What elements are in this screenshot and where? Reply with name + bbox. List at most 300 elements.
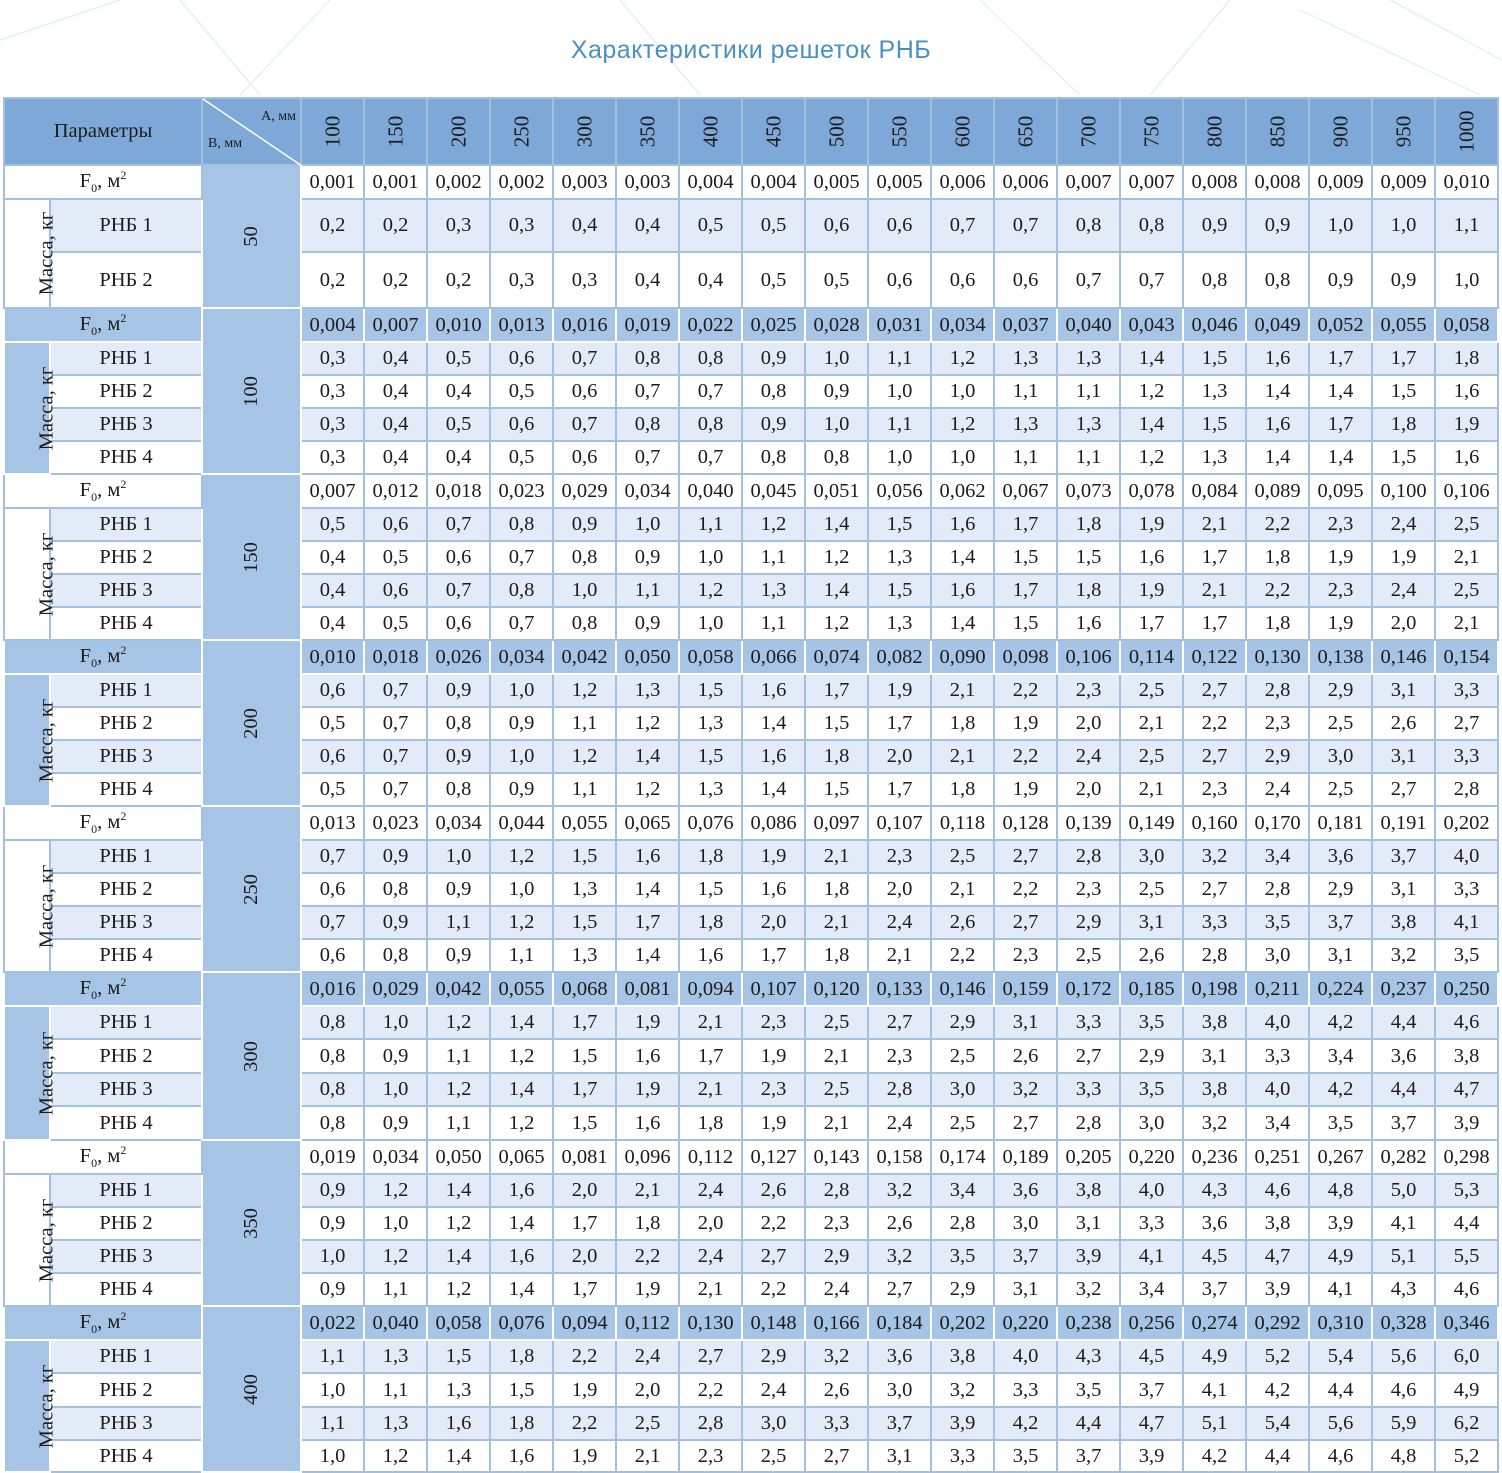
mass-value: 1,1 bbox=[364, 1273, 427, 1306]
mass-value: 1,5 bbox=[994, 541, 1057, 574]
mass-value: 1,9 bbox=[553, 1373, 616, 1407]
f0-value: 0,094 bbox=[679, 972, 742, 1006]
mass-value: 1,2 bbox=[805, 541, 868, 574]
mass-value: 0,6 bbox=[427, 541, 490, 574]
mass-value: 2,5 bbox=[931, 1106, 994, 1140]
mass-value: 0,9 bbox=[490, 773, 553, 806]
mass-value: 3,0 bbox=[868, 1373, 931, 1407]
mass-value: 2,6 bbox=[931, 906, 994, 939]
b-value-cell bbox=[202, 806, 301, 972]
mass-value: 3,6 bbox=[868, 1340, 931, 1373]
mass-value: 4,7 bbox=[1246, 1240, 1309, 1273]
mass-value: 3,0 bbox=[742, 1407, 805, 1440]
mass-value: 2,7 bbox=[868, 1006, 931, 1039]
f0-value: 0,022 bbox=[679, 308, 742, 342]
mass-value: 2,3 bbox=[868, 840, 931, 873]
mass-value: 1,1 bbox=[301, 1407, 364, 1440]
f0-value: 0,256 bbox=[1120, 1306, 1183, 1340]
f0-value: 0,220 bbox=[1120, 1140, 1183, 1174]
mass-value: 1,7 bbox=[1309, 342, 1372, 375]
mass-value: 2,5 bbox=[1057, 939, 1120, 972]
mass-value: 3,1 bbox=[1120, 906, 1183, 939]
f0-value: 0,122 bbox=[1183, 640, 1246, 674]
mass-value: 2,9 bbox=[1246, 740, 1309, 773]
column-header-a bbox=[679, 98, 742, 165]
f0-superscript: 2 bbox=[120, 975, 127, 990]
mass-value: 3,5 bbox=[1309, 1106, 1372, 1140]
mass-value: 4,2 bbox=[1246, 1373, 1309, 1407]
mass-value: 2,3 bbox=[679, 1440, 742, 1472]
mass-value: 3,0 bbox=[1120, 1106, 1183, 1140]
grid-type-label: РНБ 3 bbox=[50, 1407, 202, 1440]
f0-value: 0,081 bbox=[616, 972, 679, 1006]
f0-value: 0,001 bbox=[301, 165, 364, 199]
f0-value: 0,224 bbox=[1309, 972, 1372, 1006]
mass-value: 0,8 bbox=[742, 441, 805, 474]
mass-value: 1,3 bbox=[1183, 375, 1246, 408]
mass-value: 3,5 bbox=[1120, 1073, 1183, 1106]
mass-value: 1,6 bbox=[616, 1039, 679, 1073]
column-header-a-label: 700 bbox=[1076, 115, 1100, 148]
mass-value: 0,4 bbox=[364, 408, 427, 441]
mass-value: 1,7 bbox=[616, 906, 679, 939]
f0-value: 0,045 bbox=[742, 474, 805, 508]
mass-value: 0,6 bbox=[868, 252, 931, 308]
mass-value: 2,2 bbox=[994, 674, 1057, 707]
column-header-a-label: 450 bbox=[761, 115, 785, 148]
b-value-cell bbox=[202, 1140, 301, 1306]
grid-type-label: РНБ 2 bbox=[50, 707, 202, 740]
grid-type-label: РНБ 1 bbox=[50, 199, 202, 252]
column-header-a-label: 100 bbox=[320, 115, 344, 148]
mass-value: 3,6 bbox=[1309, 840, 1372, 873]
f0-value: 0,067 bbox=[994, 474, 1057, 508]
f0-value: 0,086 bbox=[742, 806, 805, 840]
b-value-cell bbox=[202, 640, 301, 806]
f0-value: 0,189 bbox=[994, 1140, 1057, 1174]
grid-type-label: РНБ 2 bbox=[50, 1207, 202, 1240]
f0-value: 0,130 bbox=[1246, 640, 1309, 674]
mass-value: 5,6 bbox=[1309, 1407, 1372, 1440]
column-header-a-label: 1000 bbox=[1454, 110, 1478, 153]
mass-value: 2,2 bbox=[1183, 707, 1246, 740]
f0-value: 0,001 bbox=[364, 165, 427, 199]
f0-value: 0,096 bbox=[616, 1140, 679, 1174]
mass-value: 2,6 bbox=[805, 1373, 868, 1407]
mass-label: Масса, кг bbox=[35, 698, 58, 782]
mass-value: 1,2 bbox=[553, 674, 616, 707]
f0-label bbox=[4, 1140, 202, 1174]
mass-value: 3,6 bbox=[1183, 1207, 1246, 1240]
f0-value: 0,106 bbox=[1435, 474, 1498, 508]
f0-value: 0,046 bbox=[1183, 308, 1246, 342]
mass-value: 1,9 bbox=[994, 773, 1057, 806]
mass-value: 2,8 bbox=[1246, 873, 1309, 906]
mass-value: 1,4 bbox=[1309, 441, 1372, 474]
f0-row bbox=[4, 308, 1498, 342]
f0-value: 0,026 bbox=[427, 640, 490, 674]
mass-value: 2,3 bbox=[1309, 508, 1372, 541]
mass-value: 4,0 bbox=[1246, 1073, 1309, 1106]
mass-value: 2,5 bbox=[805, 1073, 868, 1106]
f0-value: 0,008 bbox=[1246, 165, 1309, 199]
mass-value: 2,6 bbox=[1372, 707, 1435, 740]
f0-superscript: 2 bbox=[120, 1309, 127, 1324]
f0-label bbox=[4, 474, 202, 508]
grid-type-label: РНБ 1 bbox=[50, 1006, 202, 1039]
column-header-a bbox=[427, 98, 490, 165]
f0-row bbox=[4, 474, 1498, 508]
mass-value: 2,8 bbox=[1246, 674, 1309, 707]
mass-value: 4,6 bbox=[1246, 1174, 1309, 1207]
f0-value: 0,065 bbox=[616, 806, 679, 840]
column-header-a-label: 250 bbox=[509, 115, 533, 148]
mass-value: 4,8 bbox=[1309, 1174, 1372, 1207]
mass-value: 1,4 bbox=[931, 541, 994, 574]
f0-value: 0,034 bbox=[427, 806, 490, 840]
mass-value: 1,0 bbox=[616, 508, 679, 541]
mass-value: 1,2 bbox=[490, 1106, 553, 1140]
mass-label-cell bbox=[4, 1340, 58, 1472]
mass-value: 0,5 bbox=[427, 408, 490, 441]
f0-value: 0,007 bbox=[364, 308, 427, 342]
mass-value: 1,9 bbox=[994, 707, 1057, 740]
mass-label-cell bbox=[4, 1174, 58, 1306]
mass-value: 3,3 bbox=[994, 1373, 1057, 1407]
mass-value: 2,7 bbox=[1435, 707, 1498, 740]
mass-value: 4,2 bbox=[1309, 1073, 1372, 1106]
mass-value: 2,7 bbox=[994, 906, 1057, 939]
page-title: Характеристики решеток РНБ bbox=[570, 36, 932, 64]
f0-value: 0,154 bbox=[1435, 640, 1498, 674]
mass-value: 4,1 bbox=[1309, 1273, 1372, 1306]
f0-value: 0,097 bbox=[805, 806, 868, 840]
b-value-cell bbox=[202, 1306, 301, 1472]
mass-value: 5,1 bbox=[1183, 1407, 1246, 1440]
mass-value: 3,3 bbox=[1057, 1006, 1120, 1039]
mass-value: 3,1 bbox=[868, 1440, 931, 1472]
mass-value: 2,9 bbox=[805, 1240, 868, 1273]
mass-value: 1,6 bbox=[742, 873, 805, 906]
f0-value: 0,076 bbox=[679, 806, 742, 840]
mass-value: 1,4 bbox=[742, 707, 805, 740]
mass-value: 3,8 bbox=[1372, 906, 1435, 939]
mass-value: 2,0 bbox=[553, 1174, 616, 1207]
mass-value: 2,2 bbox=[1246, 574, 1309, 607]
mass-value: 3,5 bbox=[1246, 906, 1309, 939]
mass-value: 3,5 bbox=[1120, 1006, 1183, 1039]
mass-value: 1,4 bbox=[616, 740, 679, 773]
f0-value: 0,040 bbox=[679, 474, 742, 508]
mass-value: 4,1 bbox=[1183, 1373, 1246, 1407]
mass-label-cell bbox=[4, 674, 58, 806]
mass-value: 0,9 bbox=[301, 1273, 364, 1306]
grid-type-label: РНБ 2 bbox=[50, 252, 202, 308]
f0-value: 0,066 bbox=[742, 640, 805, 674]
column-header-a-label: 750 bbox=[1139, 115, 1163, 148]
mass-value: 0,3 bbox=[490, 199, 553, 252]
f0-value: 0,274 bbox=[1183, 1306, 1246, 1340]
mass-value: 3,2 bbox=[1183, 840, 1246, 873]
f0-value: 0,170 bbox=[1246, 806, 1309, 840]
f0-value: 0,065 bbox=[490, 1140, 553, 1174]
mass-value: 1,0 bbox=[868, 375, 931, 408]
f0-value: 0,166 bbox=[805, 1306, 868, 1340]
mass-value: 0,9 bbox=[490, 707, 553, 740]
mass-value: 1,5 bbox=[868, 508, 931, 541]
mass-value: 1,9 bbox=[1435, 408, 1498, 441]
mass-value: 1,6 bbox=[1246, 342, 1309, 375]
mass-value: 2,4 bbox=[1246, 773, 1309, 806]
mass-value: 0,6 bbox=[805, 199, 868, 252]
mass-value: 1,2 bbox=[931, 342, 994, 375]
f0-value: 0,003 bbox=[616, 165, 679, 199]
mass-value: 1,9 bbox=[742, 1039, 805, 1073]
mass-value: 3,4 bbox=[931, 1174, 994, 1207]
f0-value: 0,181 bbox=[1309, 806, 1372, 840]
mass-value: 3,3 bbox=[931, 1440, 994, 1472]
f0-value: 0,042 bbox=[427, 972, 490, 1006]
mass-value: 0,8 bbox=[1120, 199, 1183, 252]
mass-value: 0,8 bbox=[742, 375, 805, 408]
mass-value: 0,8 bbox=[301, 1106, 364, 1140]
mass-value: 6,2 bbox=[1435, 1407, 1498, 1440]
f0-value: 0,138 bbox=[1309, 640, 1372, 674]
mass-value: 1,8 bbox=[1246, 541, 1309, 574]
mass-value: 2,5 bbox=[931, 1039, 994, 1073]
a-dimension-label: А, мм bbox=[261, 109, 296, 124]
mass-value: 0,6 bbox=[427, 607, 490, 640]
mass-value: 2,1 bbox=[931, 873, 994, 906]
mass-value: 1,7 bbox=[742, 939, 805, 972]
mass-value: 4,2 bbox=[1309, 1006, 1372, 1039]
mass-value: 1,6 bbox=[490, 1174, 553, 1207]
grid-type-label: РНБ 1 bbox=[50, 674, 202, 707]
mass-value: 4,0 bbox=[1246, 1006, 1309, 1039]
mass-value: 3,9 bbox=[1057, 1240, 1120, 1273]
mass-value: 2,2 bbox=[553, 1340, 616, 1373]
mass-value: 2,1 bbox=[931, 740, 994, 773]
f0-row bbox=[4, 640, 1498, 674]
f0-label bbox=[4, 308, 202, 342]
column-header-a-label: 200 bbox=[446, 115, 470, 148]
mass-value: 1,0 bbox=[1309, 199, 1372, 252]
mass-value: 2,1 bbox=[805, 906, 868, 939]
mass-value: 3,1 bbox=[1372, 674, 1435, 707]
mass-value: 0,3 bbox=[553, 252, 616, 308]
mass-value: 4,0 bbox=[994, 1340, 1057, 1373]
f0-value: 0,143 bbox=[805, 1140, 868, 1174]
column-header-a bbox=[1309, 98, 1372, 165]
mass-value: 0,5 bbox=[301, 508, 364, 541]
mass-value: 2,9 bbox=[931, 1006, 994, 1039]
mass-value: 0,7 bbox=[364, 773, 427, 806]
mass-value: 1,5 bbox=[679, 674, 742, 707]
mass-value: 0,4 bbox=[364, 375, 427, 408]
mass-value: 1,6 bbox=[1057, 607, 1120, 640]
mass-value: 1,4 bbox=[427, 1240, 490, 1273]
mass-value: 0,8 bbox=[301, 1039, 364, 1073]
mass-value: 1,2 bbox=[1120, 441, 1183, 474]
mass-value: 1,3 bbox=[553, 939, 616, 972]
mass-value: 1,8 bbox=[931, 707, 994, 740]
mass-value: 1,1 bbox=[868, 342, 931, 375]
mass-value: 0,5 bbox=[490, 441, 553, 474]
f0-value: 0,211 bbox=[1246, 972, 1309, 1006]
column-header-a bbox=[301, 98, 364, 165]
mass-label: Масса, кг bbox=[35, 366, 58, 450]
mass-value: 2,7 bbox=[805, 1440, 868, 1472]
mass-value: 2,4 bbox=[1372, 508, 1435, 541]
mass-value: 1,4 bbox=[931, 607, 994, 640]
f0-value: 0,238 bbox=[1057, 1306, 1120, 1340]
mass-value: 2,9 bbox=[1057, 906, 1120, 939]
mass-value: 1,8 bbox=[931, 773, 994, 806]
mass-value: 1,2 bbox=[427, 1006, 490, 1039]
mass-value: 4,4 bbox=[1372, 1073, 1435, 1106]
column-header-a bbox=[490, 98, 553, 165]
f0-value: 0,078 bbox=[1120, 474, 1183, 508]
column-header-a-label: 350 bbox=[635, 115, 659, 148]
mass-value: 2,1 bbox=[616, 1174, 679, 1207]
mass-value: 0,6 bbox=[301, 939, 364, 972]
mass-value: 0,7 bbox=[427, 574, 490, 607]
column-header-a-label: 300 bbox=[572, 115, 596, 148]
mass-value: 4,5 bbox=[1183, 1240, 1246, 1273]
mass-value: 0,7 bbox=[301, 840, 364, 873]
mass-value: 4,1 bbox=[1372, 1207, 1435, 1240]
f0-subscript: 0 bbox=[91, 323, 98, 338]
mass-value: 4,6 bbox=[1309, 1440, 1372, 1472]
mass-value: 3,0 bbox=[1309, 740, 1372, 773]
mass-value: 2,7 bbox=[1183, 873, 1246, 906]
mass-value: 1,8 bbox=[679, 1106, 742, 1140]
grid-type-label: РНБ 1 bbox=[50, 508, 202, 541]
mass-value: 2,1 bbox=[1183, 508, 1246, 541]
f0-value: 0,202 bbox=[1435, 806, 1498, 840]
mass-value: 1,7 bbox=[805, 674, 868, 707]
mass-value: 2,8 bbox=[931, 1207, 994, 1240]
mass-value: 2,0 bbox=[1372, 607, 1435, 640]
mass-value: 2,3 bbox=[994, 939, 1057, 972]
mass-value: 1,4 bbox=[427, 1174, 490, 1207]
column-header-a bbox=[868, 98, 931, 165]
mass-value: 1,2 bbox=[364, 1174, 427, 1207]
f0-superscript: 2 bbox=[120, 643, 127, 658]
mass-value: 1,9 bbox=[553, 1440, 616, 1472]
mass-value: 4,1 bbox=[1435, 906, 1498, 939]
mass-value: 3,5 bbox=[1435, 939, 1498, 972]
mass-value: 1,0 bbox=[1372, 199, 1435, 252]
mass-value: 2,6 bbox=[994, 1039, 1057, 1073]
mass-value: 0,8 bbox=[427, 707, 490, 740]
f0-value: 0,174 bbox=[931, 1140, 994, 1174]
f0-value: 0,133 bbox=[868, 972, 931, 1006]
mass-value: 1,2 bbox=[616, 707, 679, 740]
f0-value: 0,076 bbox=[490, 1306, 553, 1340]
f0-symbol: F bbox=[79, 169, 92, 192]
mass-value: 0,8 bbox=[1057, 199, 1120, 252]
b-value: 300 bbox=[240, 1040, 262, 1072]
f0-value: 0,310 bbox=[1309, 1306, 1372, 1340]
mass-value: 1,1 bbox=[1435, 199, 1498, 252]
mass-value: 2,9 bbox=[931, 1273, 994, 1306]
mass-value: 0,7 bbox=[364, 674, 427, 707]
mass-value: 2,1 bbox=[1120, 707, 1183, 740]
f0-value: 0,191 bbox=[1372, 806, 1435, 840]
mass-value: 1,6 bbox=[931, 574, 994, 607]
f0-value: 0,018 bbox=[427, 474, 490, 508]
column-header-a-label: 400 bbox=[698, 115, 722, 148]
mass-value: 2,4 bbox=[868, 906, 931, 939]
mass-value: 2,8 bbox=[1435, 773, 1498, 806]
mass-value: 0,9 bbox=[364, 840, 427, 873]
f0-value: 0,146 bbox=[931, 972, 994, 1006]
mass-value: 1,9 bbox=[1120, 574, 1183, 607]
f0-value: 0,346 bbox=[1435, 1306, 1498, 1340]
mass-value: 0,7 bbox=[427, 508, 490, 541]
mass-value: 0,9 bbox=[805, 375, 868, 408]
f0-value: 0,009 bbox=[1309, 165, 1372, 199]
mass-value: 1,0 bbox=[868, 441, 931, 474]
mass-value: 2,8 bbox=[1057, 840, 1120, 873]
mass-value: 1,1 bbox=[553, 707, 616, 740]
mass-value: 0,6 bbox=[490, 408, 553, 441]
mass-value: 2,8 bbox=[868, 1073, 931, 1106]
mass-value: 1,3 bbox=[1183, 441, 1246, 474]
mass-value: 0,8 bbox=[301, 1073, 364, 1106]
mass-value: 1,7 bbox=[553, 1273, 616, 1306]
mass-value: 5,6 bbox=[1372, 1340, 1435, 1373]
mass-value: 2,2 bbox=[1246, 508, 1309, 541]
grid-type-label: РНБ 4 bbox=[50, 441, 202, 474]
f0-subscript: 0 bbox=[91, 987, 98, 1002]
mass-value: 0,8 bbox=[616, 342, 679, 375]
mass-value: 1,3 bbox=[1057, 342, 1120, 375]
mass-value: 1,0 bbox=[364, 1207, 427, 1240]
mass-value: 2,3 bbox=[1183, 773, 1246, 806]
mass-value: 1,0 bbox=[301, 1440, 364, 1472]
mass-value: 0,4 bbox=[616, 199, 679, 252]
mass-value: 3,3 bbox=[1057, 1073, 1120, 1106]
mass-value: 0,6 bbox=[868, 199, 931, 252]
mass-value: 1,9 bbox=[616, 1073, 679, 1106]
f0-value: 0,010 bbox=[301, 640, 364, 674]
b-value: 250 bbox=[240, 873, 262, 905]
mass-value: 2,3 bbox=[1246, 707, 1309, 740]
mass-value: 0,8 bbox=[679, 408, 742, 441]
mass-value: 1,4 bbox=[490, 1006, 553, 1039]
f0-value: 0,058 bbox=[1435, 308, 1498, 342]
mass-value: 0,7 bbox=[553, 408, 616, 441]
f0-value: 0,160 bbox=[1183, 806, 1246, 840]
f0-row bbox=[4, 165, 1498, 199]
mass-label: Масса, кг bbox=[35, 1364, 58, 1448]
grid-type-label: РНБ 4 bbox=[50, 773, 202, 806]
mass-value: 0,5 bbox=[490, 375, 553, 408]
mass-value: 0,6 bbox=[553, 375, 616, 408]
b-value: 350 bbox=[240, 1207, 262, 1239]
mass-value: 1,6 bbox=[490, 1440, 553, 1472]
mass-value: 0,8 bbox=[1246, 252, 1309, 308]
mass-value: 1,1 bbox=[1057, 441, 1120, 474]
mass-value: 3,3 bbox=[1246, 1039, 1309, 1073]
f0-unit: , м bbox=[97, 810, 121, 833]
grid-type-label: РНБ 4 bbox=[50, 607, 202, 640]
mass-value: 1,7 bbox=[1372, 342, 1435, 375]
mass-value: 1,7 bbox=[1183, 607, 1246, 640]
mass-value: 0,7 bbox=[679, 441, 742, 474]
